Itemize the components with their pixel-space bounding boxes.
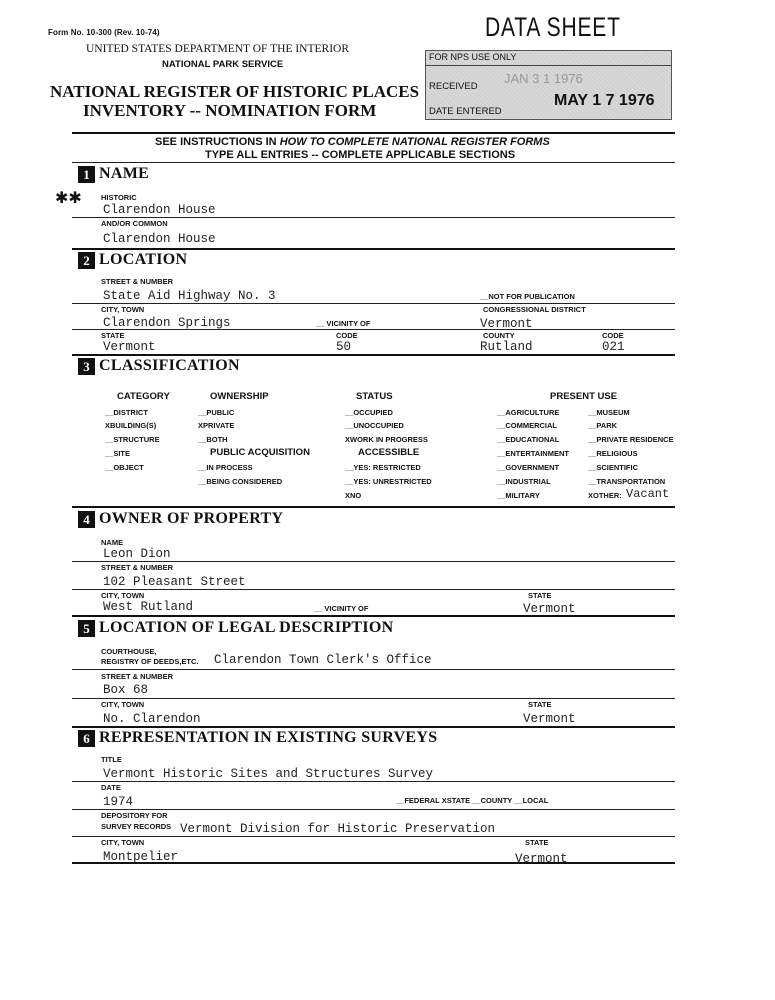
owner-street-label: STREET & NUMBER xyxy=(101,563,174,572)
street-value: State Aid Highway No. 3 xyxy=(103,289,276,303)
depository-label1: DEPOSITORY FOR xyxy=(101,811,168,820)
section-3-title: CLASSIFICATION xyxy=(99,357,240,374)
status-header: STATUS xyxy=(356,391,393,402)
accessible-option: XNO xyxy=(345,491,362,500)
survey-title-label: TITLE xyxy=(101,755,122,764)
legal-state-value: Vermont xyxy=(523,712,576,726)
rule xyxy=(72,303,675,304)
accessible-header: ACCESSIBLE xyxy=(358,447,420,458)
legal-street-label: STREET & NUMBER xyxy=(101,672,174,681)
common-label: AND/OR COMMON xyxy=(101,219,168,228)
category-option: __DISTRICT xyxy=(105,408,148,417)
county-label: COUNTY xyxy=(483,331,515,340)
agency-line1: UNITED STATES DEPARTMENT OF THE INTERIOR xyxy=(86,43,350,55)
survey-title-value: Vermont Historic Sites and Structures Survey xyxy=(103,767,434,781)
form-title-line2: INVENTORY -- NOMINATION FORM xyxy=(83,101,377,120)
owner-street-value: 102 Pleasant Street xyxy=(103,575,246,589)
ownership-option: XPRIVATE xyxy=(198,421,235,430)
status-option: __OCCUPIED xyxy=(345,408,393,417)
agency-line2: NATIONAL PARK SERVICE xyxy=(162,59,284,70)
accessible-option: __YES: UNRESTRICTED xyxy=(345,477,432,486)
use-option: __SCIENTIFIC xyxy=(588,463,639,472)
rule-thick xyxy=(72,248,675,250)
date-entered-stamp: MAY 1 7 1976 xyxy=(554,92,655,109)
section-2-number: 2 xyxy=(78,252,95,269)
rule-thick xyxy=(72,862,675,864)
status-option: __UNOCCUPIED xyxy=(345,421,404,430)
survey-city-label: CITY, TOWN xyxy=(101,838,145,847)
section-1-number: 1 xyxy=(78,166,95,183)
county-value: Rutland xyxy=(480,340,533,354)
code2-label: CODE xyxy=(602,331,624,340)
not-for-publication: __NOT FOR PUBLICATION xyxy=(480,292,575,301)
rule xyxy=(72,561,675,562)
section-3-number: 3 xyxy=(78,358,95,375)
survey-state-label: STATE xyxy=(525,838,549,847)
courthouse-value: Clarendon Town Clerk's Office xyxy=(214,653,432,667)
rule-thick xyxy=(72,726,675,728)
depository-label2: SURVEY RECORDS xyxy=(101,822,172,831)
nps-use-box xyxy=(425,50,672,120)
legal-city-label: CITY, TOWN xyxy=(101,700,145,709)
vicinity-of: __ VICINITY OF xyxy=(316,319,371,328)
legal-state-label: STATE xyxy=(528,700,552,709)
rule xyxy=(72,217,675,218)
use-option: __TRANSPORTATION xyxy=(588,477,666,486)
acquisition-option: __BEING CONSIDERED xyxy=(198,477,283,486)
received-stamp: JAN 3 1 1976 xyxy=(504,71,583,86)
historic-name-value: Clarendon House xyxy=(103,203,216,217)
city-label: CITY, TOWN xyxy=(101,305,145,314)
top-divider xyxy=(72,132,675,134)
margin-asterisk-mark: ✱✱ xyxy=(55,190,82,207)
use-option: __EDUCATIONAL xyxy=(497,435,560,444)
use-option: __MUSEUM xyxy=(588,408,630,417)
courthouse-label2: REGISTRY OF DEEDS,ETC. xyxy=(101,657,199,666)
use-other-value: Vacant xyxy=(626,487,670,501)
received-label: RECEIVED xyxy=(429,81,478,92)
category-option: __OBJECT xyxy=(105,463,144,472)
use-option: __COMMERCIAL xyxy=(497,421,558,430)
owner-city-label: CITY, TOWN xyxy=(101,591,145,600)
use-option: __PARK xyxy=(588,421,618,430)
category-header: CATEGORY xyxy=(117,391,170,402)
section-4-number: 4 xyxy=(78,511,95,528)
owner-city-value: West Rutland xyxy=(103,600,194,614)
category-option: __SITE xyxy=(105,449,131,458)
rule xyxy=(72,781,675,782)
section-6-number: 6 xyxy=(78,730,95,747)
nps-heading: FOR NPS USE ONLY xyxy=(429,52,517,62)
congressional-value: Vermont xyxy=(480,317,533,331)
owner-name-value: Leon Dion xyxy=(103,547,171,561)
form-title-line1: NATIONAL REGISTER OF HISTORIC PLACES xyxy=(50,82,420,101)
form-number: Form No. 10-300 (Rev. 10-74) xyxy=(48,28,160,37)
use-option: __PRIVATE RESIDENCE xyxy=(588,435,674,444)
street-label: STREET & NUMBER xyxy=(101,277,174,286)
owner-name-label: NAME xyxy=(101,538,124,547)
rule xyxy=(72,698,675,699)
rule-thick xyxy=(72,615,675,617)
state-value: Vermont xyxy=(103,340,156,354)
survey-levels: __FEDERAL XSTATE __COUNTY __LOCAL xyxy=(396,796,549,805)
survey-date-value: 1974 xyxy=(103,795,134,809)
data-sheet-title: DATA SHEET xyxy=(485,12,621,42)
acquisition-option: __IN PROCESS xyxy=(198,463,253,472)
owner-state-value: Vermont xyxy=(523,602,576,616)
instructions-divider xyxy=(72,162,675,163)
county-code-value: 021 xyxy=(602,340,625,354)
ownership-header: OWNERSHIP xyxy=(210,391,269,402)
instructions-line1: SEE INSTRUCTIONS IN HOW TO COMPLETE NATIONAL REGISTER FORMS xyxy=(155,136,550,148)
rule-thick xyxy=(72,354,675,356)
use-option: __MILITARY xyxy=(497,491,540,500)
rule xyxy=(72,329,675,330)
state-label: STATE xyxy=(101,331,125,340)
depository-value: Vermont Division for Historic Preservation xyxy=(180,822,496,836)
use-option: __RELIGIOUS xyxy=(588,449,638,458)
section-1-title: NAME xyxy=(99,165,150,182)
common-name-value: Clarendon House xyxy=(103,232,216,246)
date-entered-label: DATE ENTERED xyxy=(429,106,502,117)
category-option: __STRUCTURE xyxy=(105,435,160,444)
category-option: XBUILDING(S) xyxy=(105,421,157,430)
rule xyxy=(72,589,675,590)
legal-street-value: Box 68 xyxy=(103,683,149,697)
section-2-title: LOCATION xyxy=(99,251,188,268)
ownership-option: __BOTH xyxy=(198,435,228,444)
status-option: XWORK IN PROGRESS xyxy=(345,435,428,444)
survey-date-label: DATE xyxy=(101,783,121,792)
accessible-option: __YES: RESTRICTED xyxy=(345,463,421,472)
use-option: __AGRICULTURE xyxy=(497,408,560,417)
rule-thick xyxy=(72,506,675,508)
instructions-line2: TYPE ALL ENTRIES -- COMPLETE APPLICABLE SECTIONS xyxy=(205,149,516,161)
legal-city-value: No. Clarendon xyxy=(103,712,201,726)
ownership-option: __PUBLIC xyxy=(198,408,235,417)
section-5-number: 5 xyxy=(78,620,95,637)
code-label: CODE xyxy=(336,331,358,340)
section-4-title: OWNER OF PROPERTY xyxy=(99,510,284,527)
owner-vicinity-of: __ VICINITY OF xyxy=(314,604,369,613)
historic-label: HISTORIC xyxy=(101,193,137,202)
owner-state-label: STATE xyxy=(528,591,552,600)
use-other-label: XOTHER: xyxy=(588,491,622,500)
use-option: __GOVERNMENT xyxy=(497,463,560,472)
code-value: 50 xyxy=(336,340,352,354)
survey-city-value: Montpelier xyxy=(103,850,179,864)
section-6-title: REPRESENTATION IN EXISTING SURVEYS xyxy=(99,729,438,746)
survey-state-value: Vermont xyxy=(515,852,568,866)
present-use-header: PRESENT USE xyxy=(550,391,618,402)
public-acquisition-header: PUBLIC ACQUISITION xyxy=(210,447,310,458)
use-option: __ENTERTAINMENT xyxy=(497,449,569,458)
rule xyxy=(72,809,675,810)
section-5-title: LOCATION OF LEGAL DESCRIPTION xyxy=(99,619,394,636)
use-option: __INDUSTRIAL xyxy=(497,477,551,486)
congressional-label: CONGRESSIONAL DISTRICT xyxy=(483,305,586,314)
city-value: Clarendon Springs xyxy=(103,316,231,330)
courthouse-label1: COURTHOUSE, xyxy=(101,647,157,656)
rule xyxy=(72,836,675,837)
rule xyxy=(72,669,675,670)
